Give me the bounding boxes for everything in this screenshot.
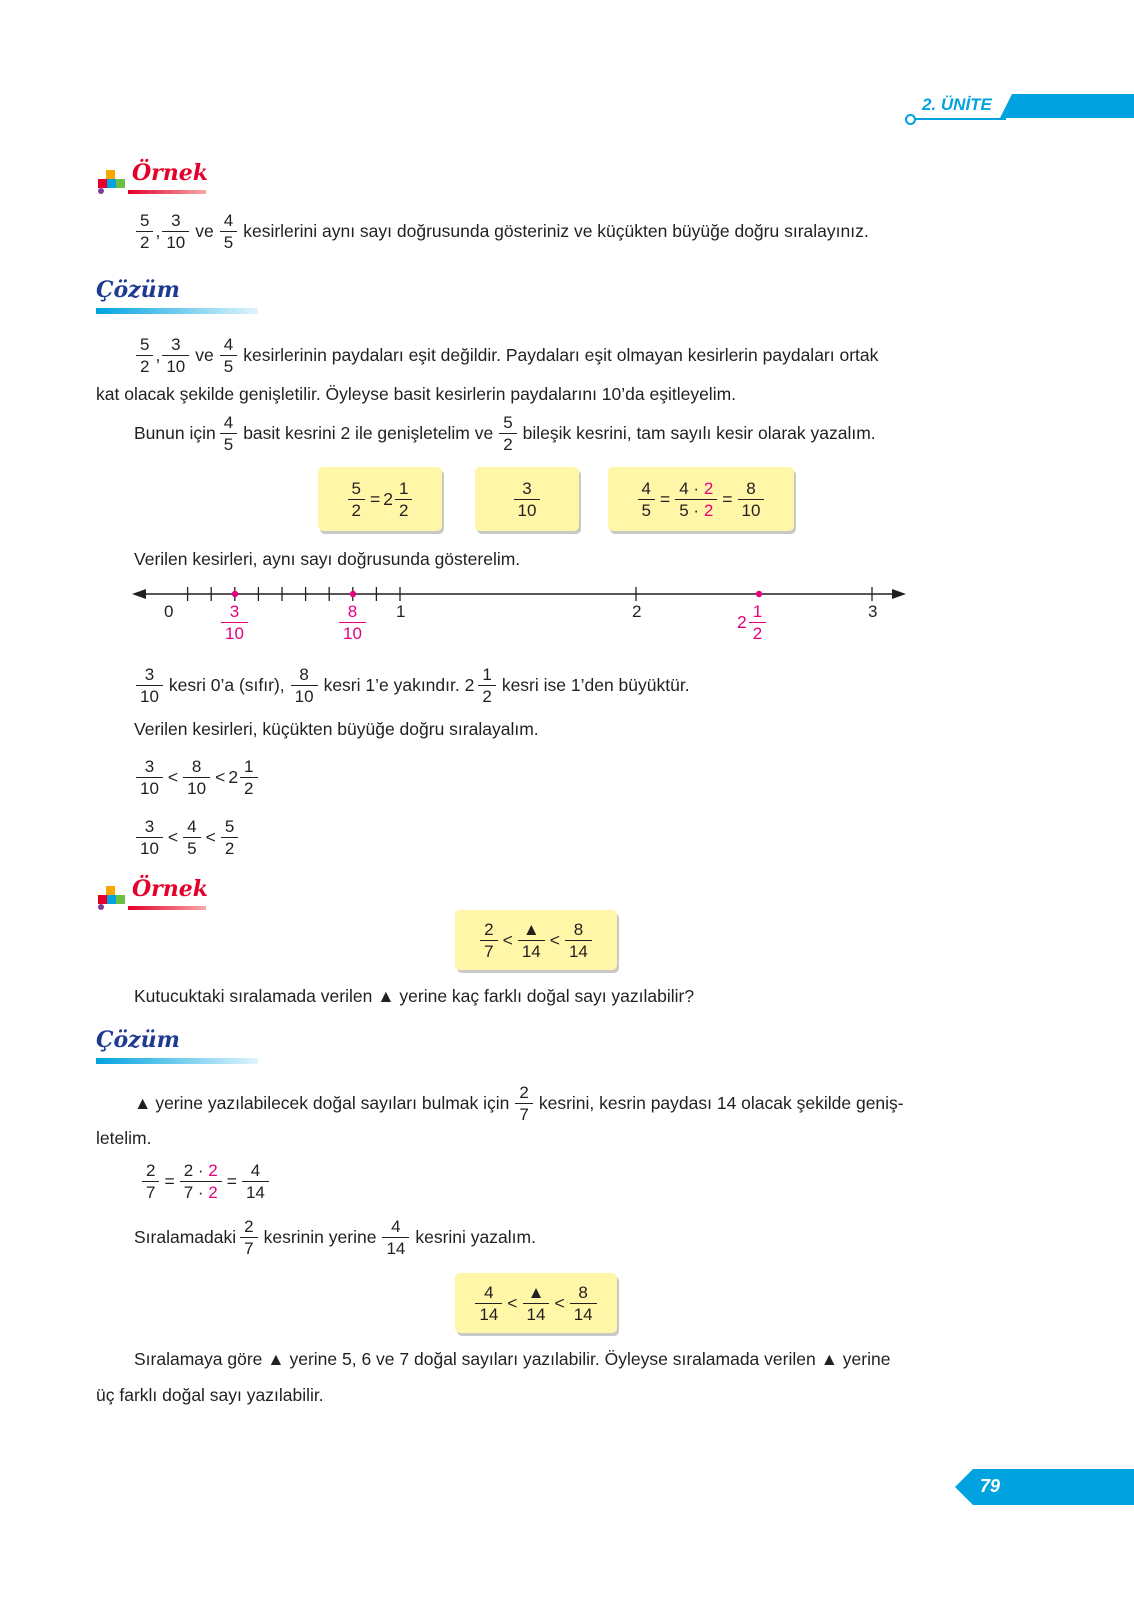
- final-sentence-cont: üç farklı doğal sayı yazılabilir.: [96, 1385, 324, 1405]
- ordering-line-1: $\frac{3}{10}$ < $\frac{8}{10}$ < 2 $\frac{1}{2}$: [134, 756, 260, 799]
- solution2-paragraph-cont: letelim.: [96, 1128, 152, 1148]
- triangle-icon: ▲: [820, 1349, 838, 1369]
- example-title: Örnek: [132, 876, 208, 902]
- example-underline: [128, 906, 206, 910]
- order-intro: Verilen kesirleri, küçükten büyüğe doğru sıralayalım.: [134, 719, 539, 739]
- example-question: $\frac{5}{2}$ , $\frac{3}{10}$ ve $\frac{4}{5}$ kesirlerini aynı sayı doğrusunda gösteriniz ve küçükten büyüğe doğru sıralayınız.: [134, 210, 869, 253]
- label-8-10: $\frac{8}{10}$: [337, 601, 368, 644]
- solution-underline: [96, 1058, 258, 1064]
- example-question-2: Kutucuktaki sıralamada verilen ▲ yerine kaç farklı doğal sayı yazılabilir?: [134, 986, 695, 1006]
- cubes-icon: [96, 884, 128, 912]
- solution-title: Çözüm: [96, 1027, 180, 1053]
- ordering-line-2: $\frac{3}{10}$ < $\frac{4}{5}$ < $\frac{5}{2}$: [134, 816, 240, 859]
- comparison-sentence: $\frac{3}{10}$ kesri 0’a (sıfır), $\frac{8}{10}$ kesri 1’e yakındır. 2 $\frac{1}{2}$ kesri ise 1’den büyüktür.: [134, 664, 690, 707]
- solution2-paragraph: ▲ yerine yazılabilecek doğal sayıları bulmak için $\frac{2}{7}$ kesrini, kesrin paydası 14 olacak şekilde geniş-: [134, 1083, 904, 1124]
- inequality-box: $\frac{2}{7}$ < $\frac{▲}{14}$ < $\frac{8}{14}$: [455, 910, 617, 970]
- expansion-box: $\frac{4}{5}$ = $\frac{4 \cdot 2}{5 \cdot 2}$ = $\frac{8}{10}$: [608, 467, 794, 531]
- unit-underline: [912, 118, 1006, 120]
- label-1: 1: [396, 602, 406, 621]
- point-3-10: [232, 591, 238, 597]
- solution-underline: [96, 308, 258, 314]
- replace-sentence: Sıralamadaki $\frac{2}{7}$ kesrinin yerine $\frac{4}{14}$ kesrini yazalım.: [134, 1217, 536, 1258]
- unit-banner: [1000, 94, 1134, 118]
- mixed-number-box: $\frac{5}{2}$ = 2 $\frac{1}{2}$: [318, 467, 442, 531]
- label-2-1-2: 2 $\frac{1}{2}$: [737, 601, 768, 644]
- label-3-10: $\frac{3}{10}$: [219, 601, 250, 644]
- point-8-10: [350, 591, 356, 597]
- fraction-box: $\frac{3}{10}$: [475, 467, 579, 531]
- solution-paragraph-cont: kat olacak şekilde genişletilir. Öyleyse basit kesirlerin paydalarını 10’da eşitleyelim.: [96, 384, 737, 404]
- solution-paragraph-2: Bunun için $\frac{4}{5}$ basit kesrini 2 ile genişletelim ve $\frac{5}{2}$ bileşik kesrini, tam sayılı kesir olarak yazalım.: [134, 413, 876, 454]
- fraction: $\frac{4}{5}$: [220, 210, 237, 253]
- label-2: 2: [632, 602, 642, 621]
- point-2-1-2: [756, 591, 762, 597]
- label-0: 0: [164, 602, 174, 621]
- solution-paragraph: $\frac{5}{2}$ , $\frac{3}{10}$ ve $\frac{4}{5}$ kesirlerinin paydaları eşit değildir. Paydaları eşit olmayan kesirlerin paydaları ortak: [134, 334, 878, 377]
- unit-dot: [905, 114, 916, 125]
- fraction: $\frac{3}{10}$: [162, 210, 189, 253]
- final-sentence: Sıralamaya göre ▲ yerine 5, 6 ve 7 doğal sayıları yazılabilir. Öyleyse sıralamada verilen ▲ yerine: [134, 1349, 891, 1369]
- inequality-box-2: $\frac{4}{14}$ < $\frac{▲}{14}$ < $\frac{8}{14}$: [455, 1273, 617, 1333]
- label-3: 3: [868, 602, 878, 621]
- triangle-icon: ▲: [377, 986, 395, 1006]
- cubes-icon: [96, 168, 128, 196]
- triangle-icon: ▲: [527, 1282, 545, 1302]
- fraction: $\frac{5}{2}$: [136, 210, 153, 253]
- triangle-icon: ▲: [134, 1093, 152, 1113]
- example-title: Örnek: [132, 160, 208, 186]
- unit-title: 2. ÜNİTE: [922, 95, 992, 114]
- solution-title: Çözüm: [96, 277, 180, 303]
- triangle-icon: ▲: [267, 1349, 285, 1369]
- page-number: 79: [980, 1476, 1001, 1496]
- expansion-calc: $\frac{2}{7}$ = $\frac{2 \cdot 2}{7 \cdot 2}$ = $\frac{4}{14}$: [140, 1160, 271, 1203]
- numberline-intro: Verilen kesirleri, aynı sayı doğrusunda gösterelim.: [134, 549, 521, 569]
- example-underline: [128, 190, 206, 194]
- triangle-icon: ▲: [522, 919, 540, 939]
